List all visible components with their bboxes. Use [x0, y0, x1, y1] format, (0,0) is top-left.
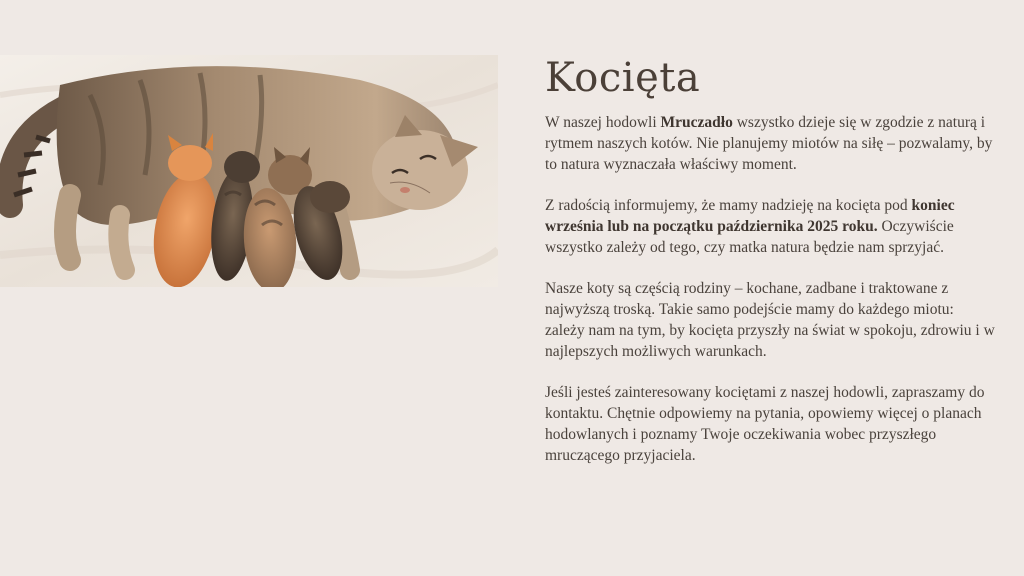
- cat-with-kittens-photo: [0, 55, 498, 287]
- paragraph-litter-date: [545, 195, 995, 258]
- cat-photo-illustration: [0, 55, 498, 287]
- intro-text-end: wszystko dzieje się w zgodzie z naturą i rytmem naszych kotów. Nie planujemy miotów na siłę – pozwalamy, by to natura wyznaczała właściwy moment.: [545, 114, 993, 173]
- intro-text-start: W naszej hodowli: [545, 114, 661, 131]
- content-column: [545, 52, 995, 486]
- paragraph-contact: Jeśli jesteś zainteresowany kociętami z naszej hodowli, zapraszamy do kontaktu. Chętnie odpowiemy na pytania, opowiemy więcej o planach hodowlanych i poznamy Twoje oczekiwania wobec przyszłego mruczącego przyjaciela.: [545, 384, 985, 464]
- page-title: Kocięta: [545, 55, 701, 101]
- litter-date-highlight: koniec września lub na początku października 2025 roku.: [545, 197, 955, 235]
- litter-text-start: Z radością informujemy, że mamy nadzieję na kocięta pod: [545, 197, 912, 214]
- paragraph-intro: [545, 112, 995, 175]
- breeding-name: Mruczadło: [660, 114, 733, 131]
- paragraph-family: Nasze koty są częścią rodziny – kochane, zadbane i traktowane z najwyższą troską. Takie samo podejście mamy do każdego miotu: zależy nam na tym, by kocięta przyszły na świat w spokoju, zdrowiu i w najlepszych możliwych warunkach.: [545, 280, 995, 360]
- litter-text-end: Oczywiście wszystko zależy od tego, czy matka natura będzie nam sprzyjać.: [545, 218, 954, 256]
